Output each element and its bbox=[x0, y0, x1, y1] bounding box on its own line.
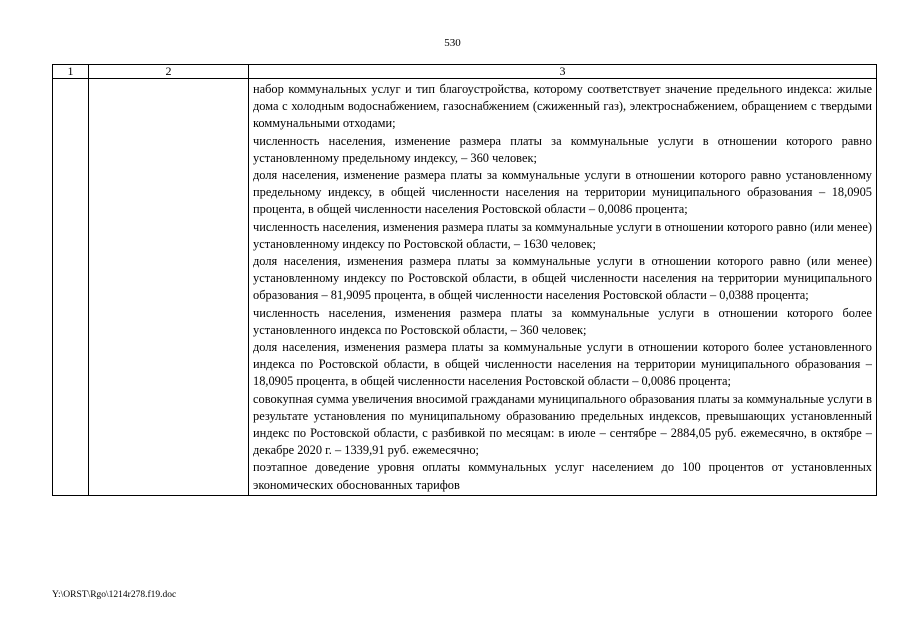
paragraph-utility-set: набор коммунальных услуг и тип благоустройства, которому соответствует значение предельного индекса: жилые дома с холодным водоснабжением, газоснабжением (сжиженный газ), электроснабжением, обращением с твердыми коммунальными отходами; bbox=[253, 82, 872, 131]
document-table bbox=[52, 64, 877, 496]
paragraph-population-less: численность населения, изменения размера платы за коммунальные услуги в отношении которого равно (или менее) установленному индексу по Ростовской области, – 1630 человек; bbox=[253, 219, 872, 251]
paragraph-share-less: доля населения, изменения размера платы за коммунальные услуги в отношении которого равно (или менее) установленному индексу по Ростовской области, в общей численности населения на территории муниципального образования – 81,9095 процента, в общей численности населения Ростовской области – 0,0388 процента; bbox=[253, 254, 872, 303]
paragraph-tariff-alignment: поэтапное доведение уровня оплаты коммунальных услуг населением до 100 процентов от установленных экономических обоснованных тарифов bbox=[253, 460, 872, 492]
cell-col1 bbox=[53, 79, 89, 496]
column-header-3: 3 bbox=[249, 65, 877, 79]
cell-col2 bbox=[89, 79, 249, 496]
cell-col3 bbox=[249, 79, 877, 496]
table-header-row bbox=[53, 65, 877, 79]
paragraph-share-more: доля населения, изменения размера платы за коммунальные услуги в отношении которого более установленного индекса по Ростовской области, в общей численности населения на территории муниципального образования – 18,0905 процента, в общей численности населения Ростовской области – 0,0086 процента; bbox=[253, 340, 872, 389]
table-row bbox=[53, 79, 877, 496]
footer-file-path: Y:\ORST\Rgo\1214r278.f19.doc bbox=[52, 590, 177, 600]
paragraph-share-equal: доля населения, изменение размера платы за коммунальные услуги в отношении которого равно установленному предельному индексу, в общей численности населения на территории муниципального образования – 18,0905 процента, в общей численности населения Ростовской области – 0,0086 процента; bbox=[253, 168, 872, 217]
column-header-2: 2 bbox=[89, 65, 249, 79]
paragraph-population-equal: численность населения, изменение размера платы за коммунальные услуги в отношении которого равно установленному предельному индексу, – 360 человек; bbox=[253, 133, 872, 165]
cell-text-block bbox=[249, 79, 876, 495]
page-number: 530 bbox=[444, 37, 461, 49]
paragraph-population-more: численность населения, изменения размера платы за коммунальные услуги в отношении которого более установленного индекса по Ростовской области, – 360 человек; bbox=[253, 305, 872, 337]
column-header-1: 1 bbox=[53, 65, 89, 79]
paragraph-total-increase: совокупная сумма увеличения вносимой гражданами муниципального образования платы за коммунальные услуги в результате установления по муниципальному образованию предельных индексов, превышающих установленный индекс по Ростовской области, с разбивкой по месяцам: в июле – сентябре – 2884,05 руб. ежемесячно, в октябре – декабре 2020 г. – 1339,91 руб. ежемесячно; bbox=[253, 391, 872, 458]
